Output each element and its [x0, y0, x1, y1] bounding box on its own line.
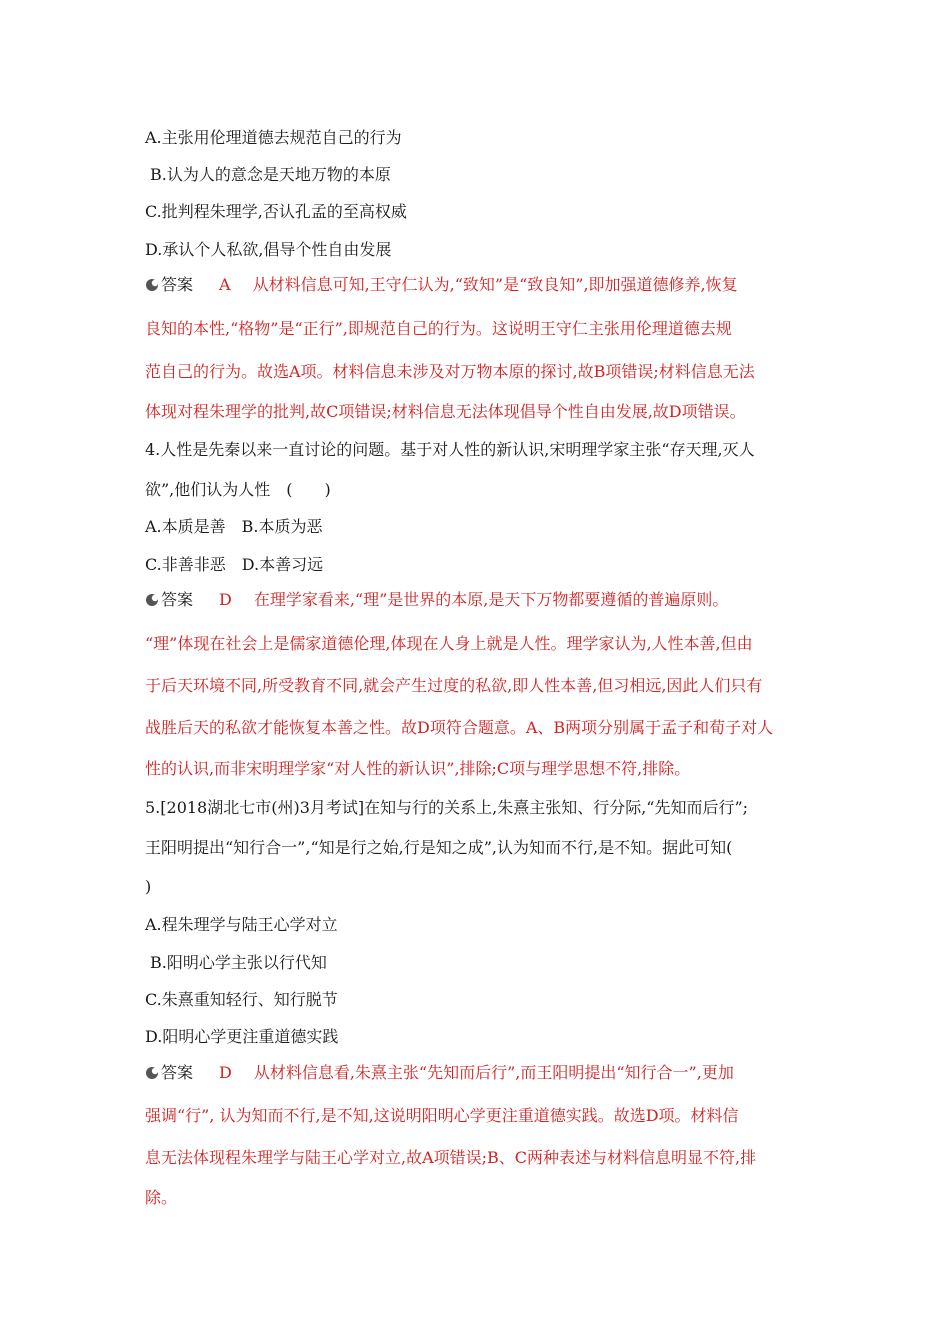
- q4-answer-line: 性的认识,而非宋明理学家“对人性的新认识”,排除;C项与理学思想不符,排除。: [145, 759, 691, 778]
- answer-letter: A: [219, 275, 231, 294]
- q4-stem-line: 4.人性是先秦以来一直讨论的问题。基于对人性的新认识,宋明理学家主张“存天理,灭人: [145, 440, 755, 459]
- q3-answer-line: [145, 275, 738, 295]
- q4-options-cd: C.非善非恶 D.本善习远: [145, 555, 324, 574]
- q3-option-d: D.承认个人私欲,倡导个性自由发展: [145, 240, 392, 259]
- answer-text: 从材料信息看,朱熹主张“先知而后行”,而王阳明提出“知行合一”,更加: [253, 1063, 734, 1082]
- answer-marker-icon: [145, 278, 159, 292]
- answer-letter: D: [219, 590, 232, 609]
- answer-label: 答案: [161, 590, 194, 609]
- q5-answer-line: 除。: [145, 1188, 178, 1207]
- q3-option-b: B.认为人的意念是天地万物的本原: [150, 165, 391, 184]
- q3-answer-line: 体现对程朱理学的批判,故C项错误;材料信息无法体现倡导个性自由发展,故D项错误。: [145, 402, 746, 421]
- answer-text: 在理学家看来,“理”是世界的本原,是天下万物都要遵循的普遍原则。: [253, 590, 729, 609]
- q5-answer-line: [145, 1063, 734, 1083]
- answer-marker-icon: [145, 593, 159, 607]
- q3-answer-line: 范自己的行为。故选A项。材料信息未涉及对万物本原的探讨,故B项错误;材料信息无法: [145, 362, 755, 381]
- q5-answer-line: 强调“行”, 认为知而不行,是不知,这说明阳明心学更注重道德实践。故选D项。材料信: [145, 1106, 739, 1125]
- q5-option-d: D.阳明心学更注重道德实践: [145, 1027, 339, 1046]
- q4-answer-line: “理”体现在社会上是儒家道德伦理,体现在人身上就是人性。理学家认为,人性本善,但由: [145, 634, 753, 653]
- q5-answer-line: 息无法体现程朱理学与陆王心学对立,故A项错误;B、C两种表述与材料信息明显不符,排: [145, 1148, 757, 1167]
- q5-stem-line: 5.[2018湖北七市(州)3月考试]在知与行的关系上,朱熹主张知、行分际,“先知而后行”;: [145, 798, 749, 817]
- q4-answer-line: 战胜后天的私欲才能恢复本善之性。故D项符合题意。A、B两项分别属于孟子和荀子对人: [145, 718, 774, 737]
- q5-option-c: C.朱熹重知轻行、知行脱节: [145, 990, 338, 1009]
- q3-answer-line: 良知的本性,“格物”是“正行”,即规范自己的行为。这说明王守仁主张用伦理道德去规: [145, 319, 732, 338]
- q3-option-c: C.批判程朱理学,否认孔孟的至高权威: [145, 202, 407, 221]
- q5-option-a: A.程朱理学与陆王心学对立: [145, 915, 338, 934]
- q5-option-b: B.阳明心学主张以行代知: [150, 953, 327, 972]
- q4-stem-line: 欲”,他们认为人性 ( ): [145, 480, 331, 499]
- answer-label: 答案: [161, 275, 194, 294]
- q4-answer-line: 于后天环境不同,所受教育不同,就会产生过度的私欲,即人性本善,但习相远,因此人们只有: [145, 676, 763, 695]
- answer-marker-icon: [145, 1066, 159, 1080]
- answer-letter: D: [219, 1063, 232, 1082]
- answer-text: 从材料信息可知,王守仁认为,“致知”是“致良知”,即加强道德修养,恢复: [252, 275, 738, 294]
- q4-options-ab: A.本质是善 B.本质为恶: [145, 517, 323, 536]
- q5-stem-line: ): [145, 877, 152, 896]
- q5-stem-line: 王阳明提出“知行合一”,“知是行之始,行是知之成”,认为知而不行,是不知。据此可知(: [145, 838, 733, 857]
- answer-label: 答案: [161, 1063, 194, 1082]
- q4-answer-line: [145, 590, 728, 610]
- q3-option-a: A.主张用伦理道德去规范自己的行为: [145, 128, 402, 147]
